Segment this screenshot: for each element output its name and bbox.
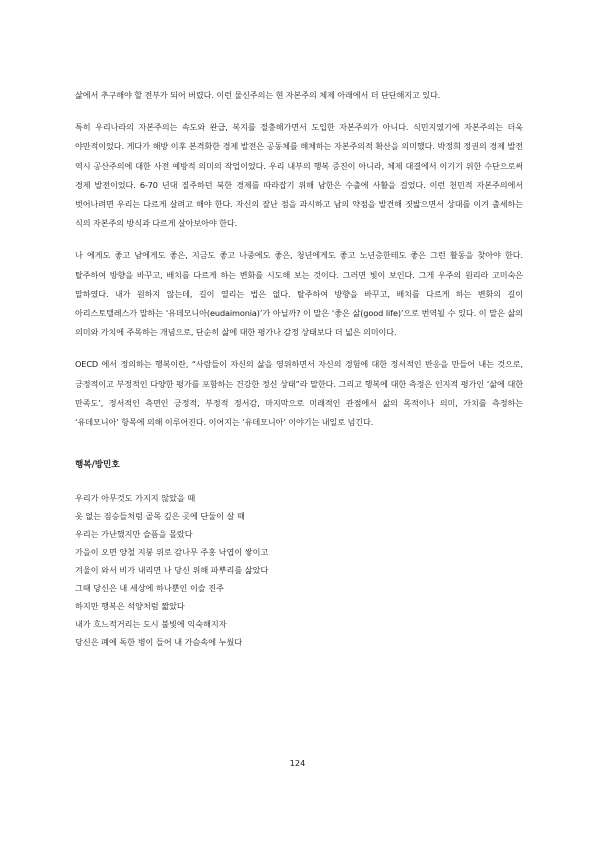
poem-line: 하지만 행복은 석양처럼 짧았다	[75, 601, 185, 612]
poem-line: 내가 흐느적거리는 도시 불빛에 익숙해지자	[75, 619, 227, 630]
paragraph-1: 삶에서 추구해야 할 전부가 되어 버렸다. 이런 물신주의는 현 자본주의 체제 아래에서 더 단단해지고 있다.	[75, 90, 441, 100]
poem-line: 그때 당신은 내 세상에 하나뿐인 이슬 진주	[75, 583, 224, 594]
poem-body	[75, 489, 523, 651]
poem-line: 옷 없는 짐승들처럼 골목 깊은 곳에 단둘이 살 때	[75, 511, 245, 522]
poem-line: 당신은 폐에 독한 병이 들어 내 가슴속에 누웠다	[75, 637, 243, 648]
poem-line: 우리는 가난했지만 슬픔을 몰랐다	[75, 529, 193, 540]
page-number: 124	[289, 758, 306, 768]
poem-line: 가을이 오면 양철 지붕 위로 감나무 주홍 낙엽이 쌓이고	[75, 547, 269, 558]
paragraph-2: 특히 우리나라의 자본주의는 속도와 완급, 복지를 절충해가면서 도입한 자본주의가 아니다. 식민지였기에 자본주의는 더욱 야만적이었다. 게다가 해방 이후 본격화한 경제 발전은 공동체를 해체하는 자본주의적 확산을 의미했다. 박정희 정권의 경제 발전 역시 공산주의에 대한 사전 예방적 의미의 작업이었다. 우리 내부의 행복 증진이 아니라, 체제 대결에서 이기기 위한 수단으로써 경제 발전이었다. 6-70 년대 질주하던 북한 경제를 따라잡기 위해 남한은 수출에 사활을 걸었다. 이런 천민적 자본주의에서 벗어나려면 우리는 다르게 살려고 해야 한다. 자신의 잘난 점을 과시하고 남의 약점을 발견해 짓밟으면서 상대를 이겨 출세하는 식의 자본주의 방식과 다르게 살아보아야 한다.	[75, 122, 523, 229]
poem-line: 겨울이 와서 비가 내리면 나 당신 위해 파뿌리를 삶았다	[75, 565, 269, 576]
paragraph-4: OECD 에서 정의하는 행복이란, “사람들이 자신의 삶을 영위하면서 자신의 경험에 대한 정서적인 반응을 만들어 내는 것으로, 긍정적이고 부정적인 다양한 평가를 포함하는 건강한 정신 상태”라 말한다. 그리고 행복에 대한 측정은 인지적 평가인 ‘삶에 대한 만족도’, 정서적인 측면인 긍정적, 부정적 정서감, 마지막으로 미래적인 관점에서 삶의 목적이나 의미, 가치를 측정하는 ‘유데모니아’ 항목에 의해 이루어진다. 이어지는 ‘유데모니아’ 이야기는 내일로 넘긴다.	[75, 359, 523, 428]
page-body	[75, 86, 523, 651]
poem-line: 우리가 아무것도 가지지 않았을 때	[75, 493, 196, 504]
paragraph-3: 나 에게도 좋고 남에게도 좋은, 지금도 좋고 나중에도 좋은, 청년에게도 좋고 노년층한테도 좋은 그런 활동을 찾아야 한다. 탈주하여 방향을 바꾸고, 배치를 다르게 하는 변화를 시도해 보는 것이다. 그러면 빛이 보인다. 그게 우주의 원리라 고미숙은 말하였다. 내가 원하지 않는데, 길이 열리는 법은 없다. 탈주하여 방향을 바꾸고, 배치를 다르게 하는 변화의 길이 아리스토텔레스가 말하는 ‘유데모니아(eudaimonia)’가 아닐까? 이 말은 ‘좋은 삶(good life)’으로 번역될 수 있다. 이 말은 삶의 의미와 가치에 주목하는 개념으로, 단순히 삶에 대한 평가나 감정 상태보다 더 넓은 의미이다.	[75, 250, 523, 338]
poem-title: 행복/방민호	[75, 460, 120, 471]
